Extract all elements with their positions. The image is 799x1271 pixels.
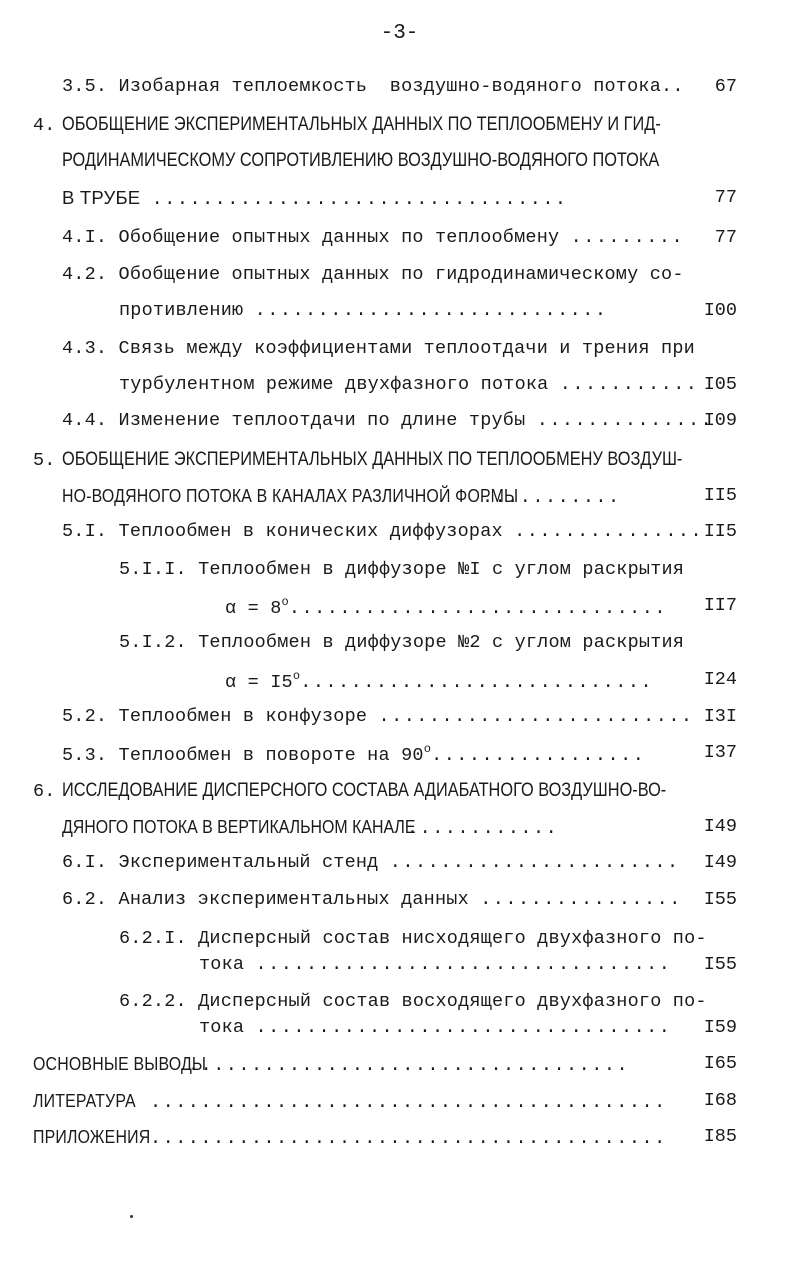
toc-num-5: 5.	[33, 450, 56, 471]
toc-page-4-3: I05	[703, 374, 737, 395]
toc-page-6-2-1: I55	[703, 954, 737, 975]
toc-entry-4-3-line2: турбулентном режиме двухфазного потока ...........	[119, 374, 699, 395]
toc-page-4: 77	[714, 187, 737, 208]
toc-page-5-1: II5	[703, 521, 737, 542]
toc-entry-5-1: 5.I. Теплообмен в конических диффузорах ...............	[62, 521, 704, 542]
toc-entry-conclusions: ОСНОВНЫЕ ВЫВОДЫ...................................	[33, 1053, 630, 1076]
toc-page-6-2-2: I59	[703, 1017, 737, 1038]
toc-page-5-2: I3I	[703, 706, 737, 727]
toc-page-5-3: I37	[703, 742, 737, 763]
page-number: -3-	[380, 22, 419, 45]
toc-page-4-4: I09	[703, 410, 737, 431]
toc-entry-literature: ЛИТЕРАТУРА .........................................	[33, 1090, 667, 1113]
toc-page-5: II5	[703, 485, 737, 506]
toc-entry-6-2: 6.2. Анализ экспериментальных данных ................	[62, 889, 682, 910]
toc-entry-5-line1: ОБОБЩЕНИЕ ЭКСПЕРИМЕНТАЛЬНЫХ ДАННЫХ ПО ТЕПЛООБМЕНУ ВОЗДУШ-	[62, 449, 683, 470]
toc-entry-6-2-1-line1: 6.2.I. Дисперсный состав нисходящего двухфазного по-	[119, 928, 707, 949]
toc-page-appendices: I85	[703, 1126, 737, 1147]
toc-page-6: I49	[703, 816, 737, 837]
toc-entry-5-1-2-line1: 5.I.2. Теплообмен в диффузоре №2 с углом раскрытия	[119, 632, 685, 653]
toc-entry-5-line2: НО-ВОДЯНОГО ПОТОКА В КАНАЛАХ РАЗЛИЧНОЙ ФОРМЫ...........	[62, 485, 621, 508]
toc-page-3-5: 67	[714, 76, 737, 97]
toc-entry-6-line2: ДЯНОГО ПОТОКА В ВЕРТИКАЛЬНОМ КАНАЛЕ............	[62, 816, 559, 839]
toc-entry-5-1-2-line2: $\alpha = I5^o$............................	[225, 669, 654, 693]
toc-page-literature: I68	[703, 1090, 737, 1111]
toc-page-6-1: I49	[703, 852, 737, 873]
toc-entry-5-1-1-line1: 5.I.I. Теплообмен в диффузоре №I с углом раскрытия	[119, 559, 685, 580]
toc-entry-4-4: 4.4. Изменение теплоотдачи по длине трубы ..............	[62, 410, 714, 431]
toc-entry-6-2-1-line2: тока .................................	[199, 954, 672, 975]
toc-page-6-2: I55	[703, 889, 737, 910]
toc-entry-appendices: ПРИЛОЖЕНИЯ.........................................	[33, 1126, 667, 1149]
toc-entry-4-2-line1: 4.2. Обобщение опытных данных по гидродинамическому со-	[62, 264, 684, 285]
toc-entry-6-2-2-line1: 6.2.2. Дисперсный состав восходящего двухфазного по-	[119, 991, 707, 1012]
toc-num-6: 6.	[33, 781, 56, 802]
toc-entry-4-line2: РОДИНАМИЧЕСКОМУ СОПРОТИВЛЕНИЮ ВОЗДУШНО-ВОДЯНОГО ПОТОКА	[62, 150, 660, 171]
toc-entry-4-line3: В ТРУБЕ .................................	[62, 187, 568, 210]
toc-page-5-1-1: II7	[703, 595, 737, 616]
toc-entry-4-2-line2: противлению ............................	[119, 300, 608, 321]
toc-entry-4-1: 4.I. Обобщение опытных данных по теплообмену .........	[62, 227, 685, 248]
toc-entry-6-line1: ИССЛЕДОВАНИЕ ДИСПЕРСНОГО СОСТАВА АДИАБАТНОГО ВОЗДУШНО-ВО-	[62, 780, 667, 801]
toc-entry-5-3: 5.3. Теплообмен в повороте на 90$^o$.................	[62, 742, 646, 766]
toc-entry-5-2: 5.2. Теплообмен в конфузоре .........................	[62, 706, 694, 727]
toc-page-5-1-2: I24	[703, 669, 737, 690]
toc-page-4-1: 77	[714, 227, 737, 248]
toc-num-4: 4.	[33, 115, 56, 136]
toc-entry-4-line1: ОБОБЩЕНИЕ ЭКСПЕРИМЕНТАЛЬНЫХ ДАННЫХ ПО ТЕПЛООБМЕНУ И ГИД-	[62, 114, 661, 135]
toc-page-conclusions: I65	[703, 1053, 737, 1074]
toc-entry-6-1: 6.I. Экспериментальный стенд .......................	[62, 852, 680, 873]
toc-page-4-2: I00	[703, 300, 737, 321]
toc-entry-6-2-2-line2: тока .................................	[199, 1017, 672, 1038]
scan-speck	[130, 1215, 133, 1218]
toc-entry-3-5: 3.5. Изобарная теплоемкость воздушно-водяного потока..	[62, 76, 684, 97]
toc-entry-4-3-line1: 4.3. Связь между коэффициентами теплоотдачи и трения при	[62, 338, 695, 359]
toc-entry-5-1-1-line2: $\alpha = 8^o$..............................	[225, 595, 667, 619]
